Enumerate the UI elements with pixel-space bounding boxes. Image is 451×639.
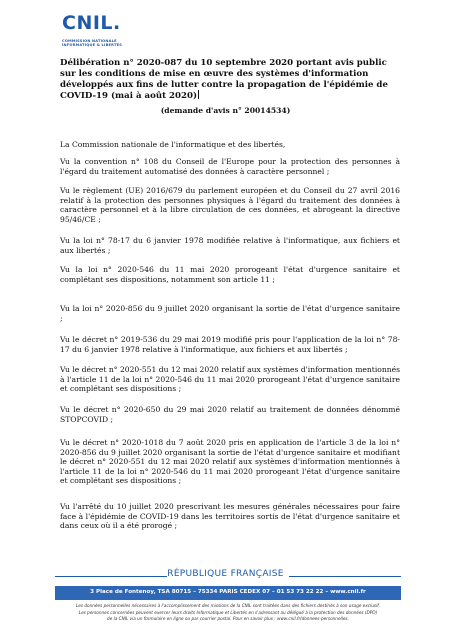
paragraph-arrete-10-juillet: Vu l'arrêté du 10 juillet 2020 prescrivant les mesures générales nécessaires pour faire face à l'épidémie de COVID-19 dans les territoires sortis de l'état d'urgence sanitaire et dans ceux où il a été prorogé ; bbox=[60, 502, 400, 531]
deliberation-title bbox=[60, 58, 400, 102]
paragraph-convention-108: Vu la convention n° 108 du Conseil de l'Europe pour la protection des personnes à l'égard du traitement automatisé des données à caractère personnel ; bbox=[60, 157, 400, 176]
paragraph-rgpd: Vu le règlement (UE) 2016/679 du parlement européen et du Conseil du 27 avril 2016 relatif à la protection des personnes physiques à l'égard du traitement des données à caractère personnel et à la libre circulation de ces données, et abrogeant la directive 95/46/CE ; bbox=[60, 186, 400, 224]
paragraph-loi-2020-546: Vu la loi n° 2020-546 du 11 mai 2020 prorogeant l'état d'urgence sanitaire et complétant ses dispositions, notamment son article 11 ; bbox=[60, 265, 400, 284]
logo-sub-line2: INFORMATIQUE & LIBERTÉS bbox=[62, 43, 123, 48]
paragraph-decret-2020-551: Vu le décret n° 2020-551 du 12 mai 2020 relatif aux systèmes d'information mentionnés à l'article 11 de la loi n° 2020-546 du 11 mai 2020 prorogeant l'état d'urgence sanitaire et complétant ses dispositions ; bbox=[60, 365, 400, 394]
footer-note-2: Les personnes concernées peuvent exercer leurs droits Informatique et Libertés en s'adressant au délégué à la protection des données (DPO) bbox=[78, 610, 378, 615]
paragraph-intro: La Commission nationale de l'informatique et des libertés, bbox=[60, 140, 286, 149]
demande-avis-number: (demande d'avis n° 20014534) bbox=[160, 106, 291, 115]
logo-subtitle bbox=[62, 39, 132, 48]
footer-note-1: Les données personnelles nécessaires à l'accomplissement des missions de la CNIL sont traitées dans des fichiers destinés à son usage exclusif. bbox=[75, 603, 381, 608]
paragraph-decret-2019-536: Vu le décret n° 2019-536 du 29 mai 2019 modifié pris pour l'application de la loi n° 78-17 du 6 janvier 1978 relative à l'informatique, aux fichiers et aux libertés ; bbox=[60, 335, 400, 354]
logo-sub-line1: COMMISSION NATIONALE bbox=[62, 39, 117, 43]
text-cursor bbox=[198, 90, 199, 99]
paragraph-decret-2020-1018: Vu le décret n° 2020-1018 du 7 août 2020 pris en application de l'article 3 de la loi n° 2020-856 du 9 juillet 2020 organisant la sortie de l'état d'urgence sanitaire et modifiant le décret n° 2020-551 du 12 mai 2020 relatif aux systèmes d'information mentionnés à l'article 11 de la loi n° 2020-546 du 11 mai 2020 prorogeant l'état d'urgence sanitaire et complétant ses dispositions ; bbox=[60, 438, 400, 486]
logo-name: CNIL. bbox=[62, 12, 121, 34]
paragraph-loi-2020-856: Vu la loi n° 2020-856 du 9 juillet 2020 organisant la sortie de l'état d'urgence sanitaire ; bbox=[60, 304, 400, 323]
paragraph-loi-78-17: Vu la loi n° 78-17 du 6 janvier 1978 modifiée relative à l'informatique, aux fichiers et aux libertés ; bbox=[60, 236, 400, 255]
title-text: Délibération n° 2020-087 du 10 septembre 2020 portant avis public sur les conditions de mise en œuvre des systèmes d'information développés aux fins de lutter contre la propagation de l'épidémie de COVID-19 (mai à août 2020) bbox=[60, 58, 388, 102]
paragraph-decret-2020-650: Vu le décret n° 2020-650 du 29 mai 2020 relatif au traitement de données dénommé STOPCOVID ; bbox=[60, 405, 400, 424]
cnil-address: 3 Place de Fontenoy, TSA 80715 – 75334 PARIS CEDEX 07 – 01 53 73 22 22 – www.cnil.fr bbox=[90, 589, 366, 595]
address-bar bbox=[55, 586, 401, 600]
footer-note-3: de la CNIL via un formulaire en ligne ou par courrier postal. Pour en savoir plus : www.cnil.fr/donnees-personnelles. bbox=[107, 616, 349, 621]
footer-rule-right bbox=[289, 576, 401, 577]
republique-francaise: RÉPUBLIQUE FRANÇAISE bbox=[167, 569, 284, 579]
